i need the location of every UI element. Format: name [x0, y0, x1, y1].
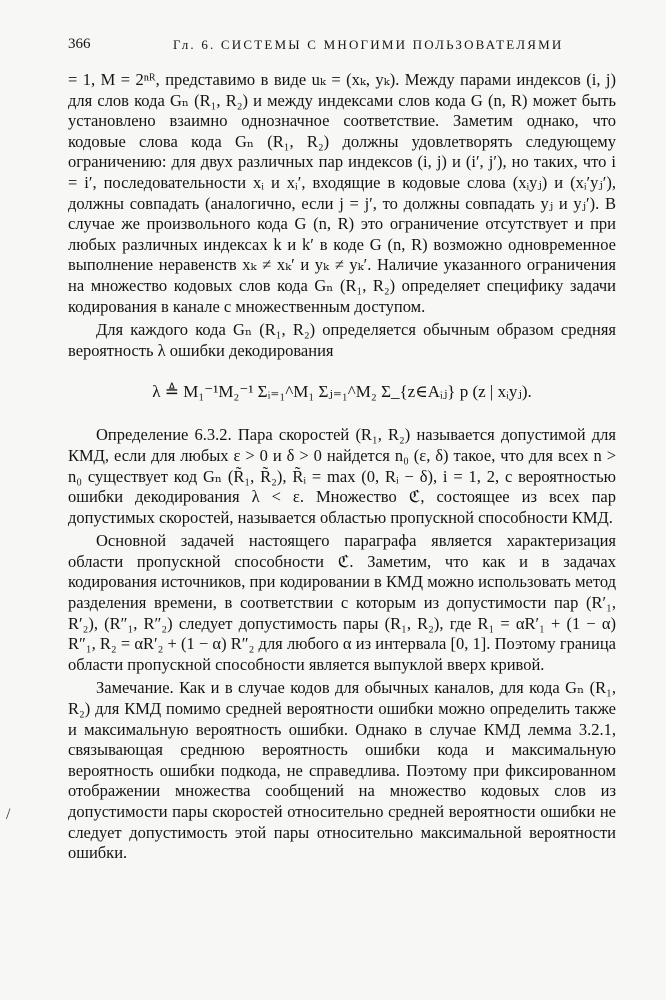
page-body: [68, 70, 616, 864]
paragraph-main-task: Основной задачей настоящего параграфа является характеризация области пропускной способности ℭ. Заметим, что как и в задачах кодирования источников, при кодировании в КМД можно использовать метод разделения времени, в соответствии с которым из допустимости пар (R′₁, R′₂), (R″₁, R″₂) следует допустимость пары (R₁, R₂), где R₁ = αR′₁ + (1 − α) R″₁, R₂ = αR′₂ + (1 − α) R″₂ для любого α из интервала [0, 1]. Поэтому граница области пропускной способности является выпуклой вверх кривой.: [68, 531, 616, 674]
paragraph-continuation: = 1, M = 2ⁿᴿ, представимо в виде uₖ = (xₖ, yₖ). Между парами индексов (i, j) для слов кода Gₙ (R₁, R₂) и между индексами слов кода G (n, R) может быть установлено взаимно однозначное соответствие. Заметим однако, что кодовые слова кода Gₙ (R₁, R₂) должны удовлетворять следующему ограничению: для двух различных пар индексов (i, j) и (i′, j′), но таких, что i = i′, последовательности xᵢ и xᵢ′, входящие в кодовые слова (xᵢyⱼ) и (xᵢ′yⱼ′), должны совпадать (аналогично, если j = j′, то должны совпадать yⱼ и yⱼ′). В случае же произвольного кода G (n, R) это ограничение отсутствует и при любых различных индексах k и k′ в коде G (n, R) возможно одновременное выполнение неравенств xₖ ≠ xₖ′ и yₖ ≠ yₖ′. Наличие указанного ограничения на множество кодовых слов кода Gₙ (R₁, R₂) определяет специфику задачи кодирования в канале с множественным доступом.: [68, 70, 616, 316]
paragraph-definition: Определение 6.3.2. Пара скоростей (R₁, R₂) называется допустимой для КМД, если для любых ε > 0 и δ > 0 найдется n₀ (ε, δ) такое, что для всех n > n₀ существует код Gₙ (R̃₁, R̃₂), R̃ᵢ = max (0, Rᵢ − δ), i = 1, 2, с вероятностью ошибки декодирования λ < ε. Множество ℭ, состоящее из всех пар допустимых скоростей, называется областью пропускной способности КМД.: [68, 425, 616, 527]
paragraph-remark: Замечание. Как и в случае кодов для обычных каналов, для кода Gₙ (R₁, R₂) для КМД помимо средней вероятности ошибки можно определить также и максимальную вероятность ошибки. Однако в случае КМД лемма 3.2.1, связывающая среднюю вероятность ошибки кода и максимальную вероятность ошибки подкода, не справедлива. Поэтому при фиксированном отображении множества сообщений на множество кодовых слов из допустимости пары скоростей относительно средней вероятности ошибки не следует допустимость этой пары относительно максимальной вероятности ошибки.: [68, 678, 616, 863]
formula-average-error: λ ≜ M₁⁻¹M₂⁻¹ Σᵢ₌₁^M₁ Σⱼ₌₁^M₂ Σ_{z∈Aᵢⱼ} p (z | xᵢyⱼ).: [152, 382, 532, 402]
paragraph-average-error: Для каждого кода Gₙ (R₁, R₂) определяется обычным образом средняя вероятность λ ошибки декодирования: [68, 320, 616, 360]
page-header: [68, 36, 628, 56]
margin-mark: /: [6, 806, 11, 823]
page-number: 366: [68, 36, 91, 52]
running-title: Гл. 6. СИСТЕМЫ С МНОГИМИ ПОЛЬЗОВАТЕЛЯМИ: [173, 37, 564, 52]
